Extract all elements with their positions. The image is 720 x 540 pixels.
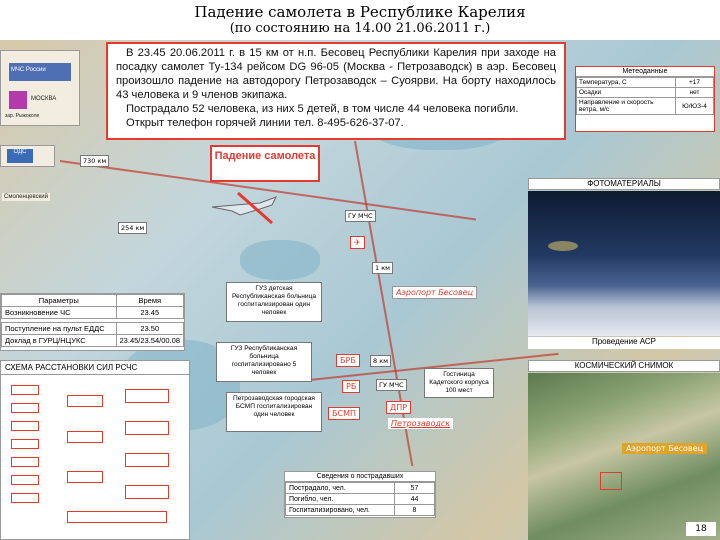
table-row xyxy=(2,307,184,319)
table-row xyxy=(286,483,435,494)
column-header: Параметры xyxy=(2,295,117,307)
table-row xyxy=(577,98,714,115)
victims-label: Госпитализировано, чел. xyxy=(286,505,395,516)
param-label: Доклад в ГУРЦ/НЦУКС xyxy=(2,335,117,347)
summary-paragraph: Пострадало 52 человека, из них 5 детей, в том числе 44 человека погибли. xyxy=(126,103,519,115)
page-subtitle: (по состоянию на 14.00 21.06.2011 г.) xyxy=(229,21,491,36)
scheme-block xyxy=(125,389,169,403)
scheme-block xyxy=(125,453,169,467)
ods-widget[interactable] xyxy=(0,145,55,167)
hostel-callout: Гостиница Кадетского корпуса 100 мест xyxy=(424,368,494,398)
param-value: 23.50 xyxy=(116,323,183,335)
page-number: 18 xyxy=(686,522,716,536)
victims-value: 57 xyxy=(395,483,435,494)
crash-photo[interactable] xyxy=(528,191,720,336)
param-label: Возникновение ЧС xyxy=(2,307,117,319)
ods-label: ОДС xyxy=(7,149,33,163)
rb-marker[interactable]: РБ xyxy=(342,380,360,393)
meteo-label: Осадки xyxy=(577,88,676,98)
scheme-block xyxy=(11,439,39,449)
meteo-value: Ю/ЮЗ-4 xyxy=(676,98,714,115)
gu-mchs-label: ГУ МЧС xyxy=(345,210,376,222)
meteo-table xyxy=(575,66,715,132)
page-title: Падение самолета в Республике Карелия xyxy=(194,3,526,21)
table-row xyxy=(2,335,184,347)
scheme-block xyxy=(125,421,169,435)
photo-light xyxy=(548,241,578,251)
param-value: 23.45/23.54/00.08 xyxy=(116,335,183,347)
victims-label: Пострадало, чел. xyxy=(286,483,395,494)
distance-label: 8 км xyxy=(370,355,391,367)
bsmp-marker[interactable]: БСМП xyxy=(328,407,360,420)
scheme-block xyxy=(11,403,39,413)
region-label: зар. Рыжоколе xyxy=(5,113,40,119)
scheme-block xyxy=(67,471,103,483)
scheme-block xyxy=(11,475,39,485)
meteo-value: нет xyxy=(676,88,714,98)
scheme-block xyxy=(67,431,103,443)
airplane-icon xyxy=(210,185,280,225)
meteo-value: +17 xyxy=(676,78,714,88)
airport-sat-label: Аэропорт Бесовец xyxy=(622,443,707,454)
table-row xyxy=(2,323,184,335)
victims-value: 44 xyxy=(395,494,435,505)
distance-label: 730 км xyxy=(80,155,109,167)
meteo-title: Метеоданные xyxy=(576,67,714,77)
scheme-block xyxy=(11,493,39,503)
brb-marker[interactable]: БРБ xyxy=(336,354,360,367)
incident-title: Падение самолета xyxy=(210,145,320,182)
column-header: Время xyxy=(116,295,183,307)
meteo-label: Температура, С xyxy=(577,78,676,88)
table-row xyxy=(286,505,435,516)
photos-title: ФОТОМАТЕРИАЛЫ xyxy=(528,178,720,190)
crash-site-marker xyxy=(600,472,622,490)
summary-paragraph: В 23.45 20.06.2011 г. в 15 км от н.п. Бесовец Республики Карелия при заходе на посадку самолет Ту-134 рейсом DG 96-05 (Москва - Петрозаводск) в аэр. Бесовец произошло падение на автодорогу Петрозаводск – Суоярви. На борту находилось 43 человека и 9 членов экипажа. xyxy=(116,47,556,101)
scheme-block xyxy=(125,485,169,499)
asr-caption: Проведение АСР xyxy=(528,337,720,349)
distance-label: 1 км xyxy=(372,262,393,274)
scheme-block xyxy=(67,511,167,523)
table-row xyxy=(577,78,714,88)
summary-paragraph: Открыт телефон горячей линии тел. 8-495-626-37-07. xyxy=(126,117,404,129)
header xyxy=(0,0,720,40)
table-row xyxy=(577,88,714,98)
moscow-label: МОСКВА xyxy=(31,96,57,102)
puzzle-icon xyxy=(9,91,27,109)
incident-marker[interactable]: ✈ xyxy=(350,236,365,249)
city-label[interactable]: Петрозаводск xyxy=(388,418,453,429)
hospital-callout: ГУЗ детская Республиканская больница госпитализирован один человек xyxy=(226,282,322,322)
params-table xyxy=(0,293,185,351)
hospital-callout: ГУЗ Республиканская больница госпитализировано 5 человек xyxy=(216,342,312,382)
side-link[interactable]: Смоленцевский xyxy=(4,194,48,200)
satellite-image[interactable] xyxy=(528,373,720,540)
lake-shape xyxy=(240,240,320,280)
param-value: 23.45 xyxy=(116,307,183,319)
victims-table xyxy=(284,471,436,518)
table-row xyxy=(286,494,435,505)
scheme-block xyxy=(11,385,39,395)
scheme-block xyxy=(67,395,103,407)
table-row xyxy=(2,295,184,307)
scheme-diagram xyxy=(7,381,185,535)
distance-label: 254 км xyxy=(118,222,147,234)
victims-label: Погибло, чел. xyxy=(286,494,395,505)
scheme-block xyxy=(11,421,39,431)
forces-scheme[interactable] xyxy=(0,360,190,540)
victims-title: Сведения о пострадавших xyxy=(285,472,435,482)
scheme-block xyxy=(11,457,39,467)
airport-label[interactable]: Аэропорт Бесовец xyxy=(392,286,477,299)
incident-summary xyxy=(106,42,566,140)
param-label: Поступление на пульт ЕДДС xyxy=(2,323,117,335)
space-image-title: КОСМИЧЕСКИЙ СНИМОК xyxy=(528,360,720,372)
scheme-title: СХЕМА РАССТАНОВКИ СИЛ РСЧС xyxy=(1,361,189,375)
dpr-marker[interactable]: ДПР xyxy=(386,401,411,414)
gu-mchs-label: ГУ МЧС xyxy=(376,379,407,391)
mchs-widget[interactable] xyxy=(0,50,80,126)
hospital-callout: Петрозаводская городская БСМП госпитализирован один человек xyxy=(226,392,322,432)
victims-value: 8 xyxy=(395,505,435,516)
meteo-label: Направление и скорость ветра, м/с xyxy=(577,98,676,115)
mchs-logo: МЧС России xyxy=(9,63,71,81)
